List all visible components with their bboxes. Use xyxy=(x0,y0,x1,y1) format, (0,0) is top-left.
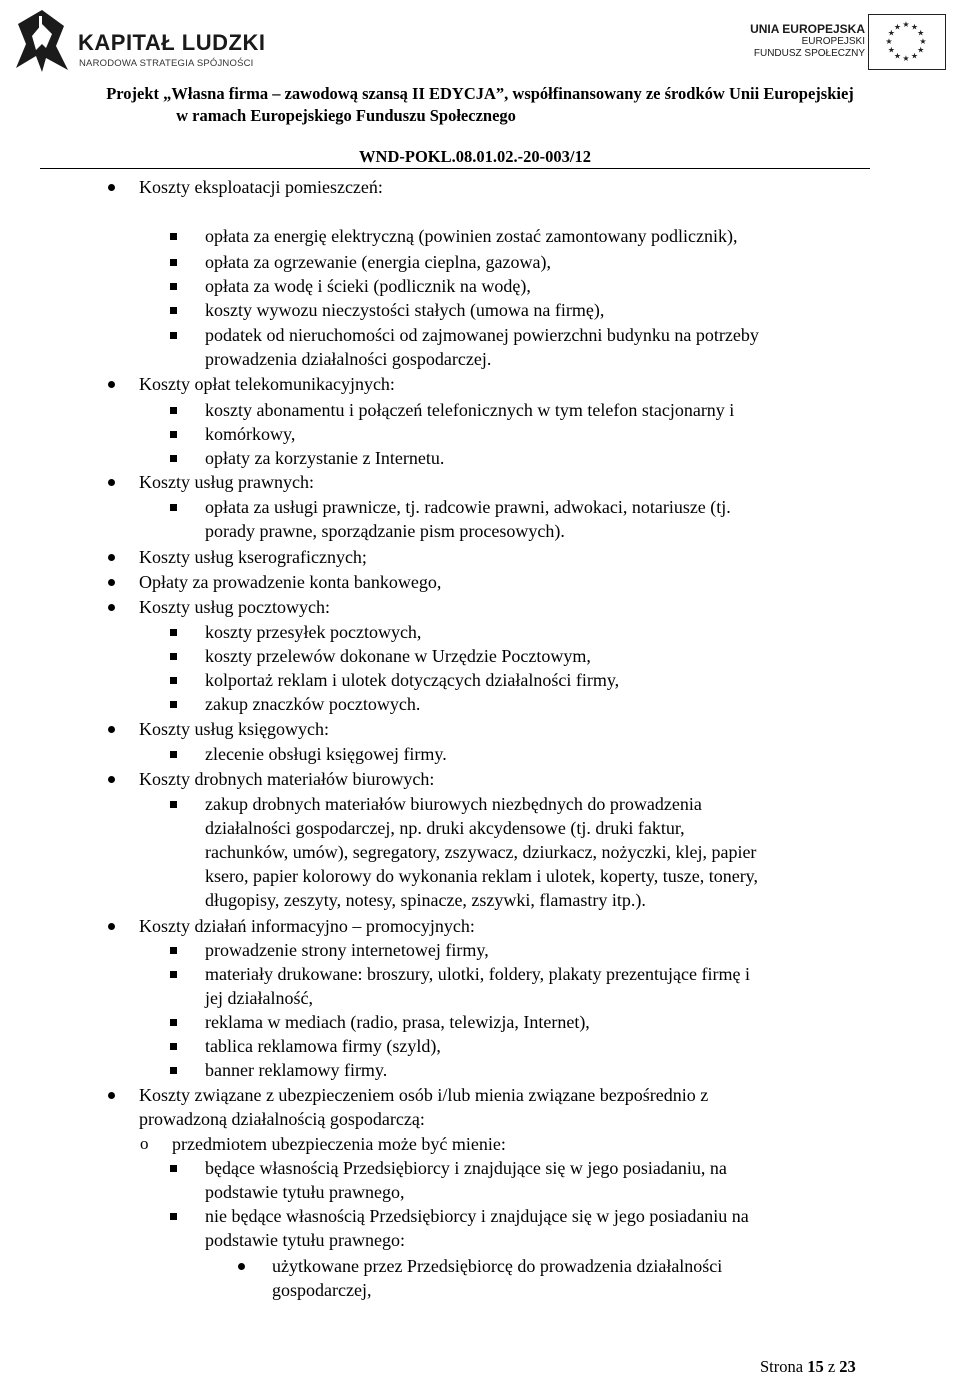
bullet-square-icon xyxy=(170,407,177,414)
eu-star-icon: ★ xyxy=(893,51,902,61)
list-item: gospodarczej, xyxy=(272,1280,372,1300)
list-item: koszty przelewów dokonane w Urzędzie Pocztowym, xyxy=(205,646,591,666)
list-item: opłata za usługi prawnicze, tj. radcowie prawni, adwokaci, notariusze (tj. xyxy=(205,497,731,517)
list-item: kolportaż reklam i ulotek dotyczących działalności firmy, xyxy=(205,670,620,690)
project-title-line1: Projekt „Własna firma – zawodową szansą II EDYCJA”, współfinansowany ze środków Unii Europejskiej xyxy=(106,84,854,103)
bullet-square-icon xyxy=(170,971,177,978)
eu-star-icon: ★ xyxy=(917,45,925,55)
bullet-dot-icon xyxy=(108,1092,115,1099)
list-item: opłata za wodę i ścieki (podlicznik na wodę), xyxy=(205,276,531,296)
list-item: Koszty opłat telekomunikacyjnych: xyxy=(139,374,395,394)
eu-line2: EUROPEJSKI xyxy=(801,36,865,47)
bullet-dot-icon xyxy=(108,479,115,486)
list-item: Koszty usług pocztowych: xyxy=(139,597,330,617)
footer-page-number: 15 xyxy=(807,1357,824,1376)
logo-subtitle: NARODOWA STRATEGIA SPÓJNOŚCI xyxy=(79,58,254,69)
list-item: opłata za energię elektryczną (powinien zostać zamontowany podlicznik), xyxy=(205,226,738,246)
list-item: prowadzoną działalnością gospodarczą: xyxy=(139,1109,425,1129)
list-item: będące własnością Przedsiębiorcy i znajdujące się w jego posiadaniu, na xyxy=(205,1158,727,1178)
kapital-ludzki-logo xyxy=(12,8,272,78)
footer-of-label: z xyxy=(827,1357,836,1376)
list-item: Koszty usług kserograficznych; xyxy=(139,547,367,567)
eu-line1: UNIA EUROPEJSKA xyxy=(750,22,865,36)
list-item: koszty wywozu nieczystości stałych (umowa na firmę), xyxy=(205,300,605,320)
list-item: Koszty usług księgowych: xyxy=(139,719,329,739)
bullet-square-icon xyxy=(170,1067,177,1074)
bullet-square-icon xyxy=(170,259,177,266)
list-item: komórkowy, xyxy=(205,424,296,444)
bullet-square-icon xyxy=(170,431,177,438)
eu-text-block xyxy=(730,22,865,72)
list-item: opłaty za korzystanie z Internetu. xyxy=(205,448,445,468)
kapital-ludzki-emblem-icon xyxy=(12,8,72,74)
bullet-square-icon xyxy=(170,701,177,708)
list-item: banner reklamowy firmy. xyxy=(205,1060,388,1080)
bullet-square-icon xyxy=(170,1043,177,1050)
list-item: zakup znaczków pocztowych. xyxy=(205,694,421,714)
logo-title: KAPITAŁ LUDZKI xyxy=(78,30,266,55)
bullet-square-icon xyxy=(170,504,177,511)
footer-page-total: 23 xyxy=(839,1357,856,1376)
eu-star-icon: ★ xyxy=(885,37,893,46)
eu-star-icon: ★ xyxy=(887,28,895,38)
eu-star-icon: ★ xyxy=(910,51,919,61)
list-item: prowadzenia działalności gospodarczej. xyxy=(205,349,492,369)
list-item: Koszty związane z ubezpieczeniem osób i/lub mienia związane bezpośrednio z xyxy=(139,1085,709,1105)
list-item: Opłaty za prowadzenie konta bankowego, xyxy=(139,572,442,592)
eu-star-icon: ★ xyxy=(919,37,927,46)
list-item: działalności gospodarczej, np. druki akcydensowe (tj. druki faktur, xyxy=(205,818,685,838)
bullet-square-icon xyxy=(170,947,177,954)
bullet-square-icon xyxy=(170,233,177,240)
bullet-circle-icon: o xyxy=(140,1134,149,1153)
list-item: reklama w mediach (radio, prasa, telewizja, Internet), xyxy=(205,1012,590,1032)
list-item: zakup drobnych materiałów biurowych niezbędnych do prowadzenia xyxy=(205,794,702,814)
list-item: Koszty eksploatacji pomieszczeń: xyxy=(139,177,383,197)
list-item: materiały drukowane: broszury, ulotki, foldery, plakaty prezentujące firmę i xyxy=(205,964,750,984)
list-item: prowadzenie strony internetowej firmy, xyxy=(205,940,489,960)
eu-star-icon: ★ xyxy=(902,54,910,63)
bullet-dot-icon xyxy=(238,1263,245,1270)
bullet-square-icon xyxy=(170,801,177,808)
bullet-square-icon xyxy=(170,307,177,314)
list-item: Koszty usług prawnych: xyxy=(139,472,314,492)
eu-star-icon: ★ xyxy=(902,20,910,29)
project-code: WND-POKL.08.01.02.-20-003/12 xyxy=(359,147,591,166)
list-item: użytkowane przez Przedsiębiorcę do prowadzenia działalności xyxy=(272,1256,723,1276)
list-item: Koszty działań informacyjno – promocyjnych: xyxy=(139,916,475,936)
list-item: jej działalność, xyxy=(205,988,313,1008)
bullet-square-icon xyxy=(170,455,177,462)
list-item: nie będące własnością Przedsiębiorcy i znajdujące się w jego posiadaniu na xyxy=(205,1206,749,1226)
bullet-square-icon xyxy=(170,283,177,290)
bullet-square-icon xyxy=(170,751,177,758)
eu-star-icon: ★ xyxy=(910,22,919,32)
bullet-dot-icon xyxy=(108,726,115,733)
list-item: zlecenie obsługi księgowej firmy. xyxy=(205,744,447,764)
bullet-square-icon xyxy=(170,653,177,660)
header-divider xyxy=(40,168,870,169)
list-item: przedmiotem ubezpieczenia może być mienie: xyxy=(172,1134,506,1154)
list-item: tablica reklamowa firmy (szyld), xyxy=(205,1036,441,1056)
bullet-dot-icon xyxy=(108,554,115,561)
bullet-dot-icon xyxy=(108,381,115,388)
list-item: Koszty drobnych materiałów biurowych: xyxy=(139,769,435,789)
bullet-square-icon xyxy=(170,629,177,636)
eu-star-icon: ★ xyxy=(893,22,902,32)
list-item: porady prawne, sporządzanie pism procesowych). xyxy=(205,521,565,541)
bullet-dot-icon xyxy=(108,604,115,611)
page-footer xyxy=(760,1357,856,1377)
list-item: rachunków, umów), segregatory, zszywacz, dziurkacz, nożyczki, klej, papier xyxy=(205,842,757,862)
eu-line3: FUNDUSZ SPOŁECZNY xyxy=(753,48,865,59)
bullet-square-icon xyxy=(170,1165,177,1172)
bullet-square-icon xyxy=(170,1019,177,1026)
list-item: ksero, papier kolorowy do wykonania reklam i ulotek, koperty, tusze, tonery, xyxy=(205,866,759,886)
list-item: opłata za ogrzewanie (energia cieplna, gazowa), xyxy=(205,252,551,272)
bullet-dot-icon xyxy=(108,923,115,930)
bullet-dot-icon xyxy=(108,184,115,191)
project-title-line2: w ramach Europejskiego Funduszu Społecznego xyxy=(176,106,516,125)
bullet-square-icon xyxy=(170,677,177,684)
bullet-dot-icon xyxy=(108,579,115,586)
bullet-square-icon xyxy=(170,332,177,339)
list-item: podstawie tytułu prawnego: xyxy=(205,1230,405,1250)
eu-star-icon: ★ xyxy=(917,28,925,38)
eu-star-icon: ★ xyxy=(887,45,895,55)
bullet-square-icon xyxy=(170,1213,177,1220)
list-item: podatek od nieruchomości od zajmowanej powierzchni budynku na potrzeby xyxy=(205,325,759,345)
eu-flag-icon xyxy=(868,14,946,70)
list-item: koszty abonamentu i połączeń telefonicznych w tym telefon stacjonarny i xyxy=(205,400,735,420)
list-item: koszty przesyłek pocztowych, xyxy=(205,622,422,642)
list-item: długopisy, zeszyty, notesy, spinacze, zszywki, flamastry itp.). xyxy=(205,890,646,910)
footer-page-label: Strona xyxy=(760,1357,804,1376)
bullet-dot-icon xyxy=(108,776,115,783)
list-item: podstawie tytułu prawnego, xyxy=(205,1182,405,1202)
page-header xyxy=(0,0,960,170)
